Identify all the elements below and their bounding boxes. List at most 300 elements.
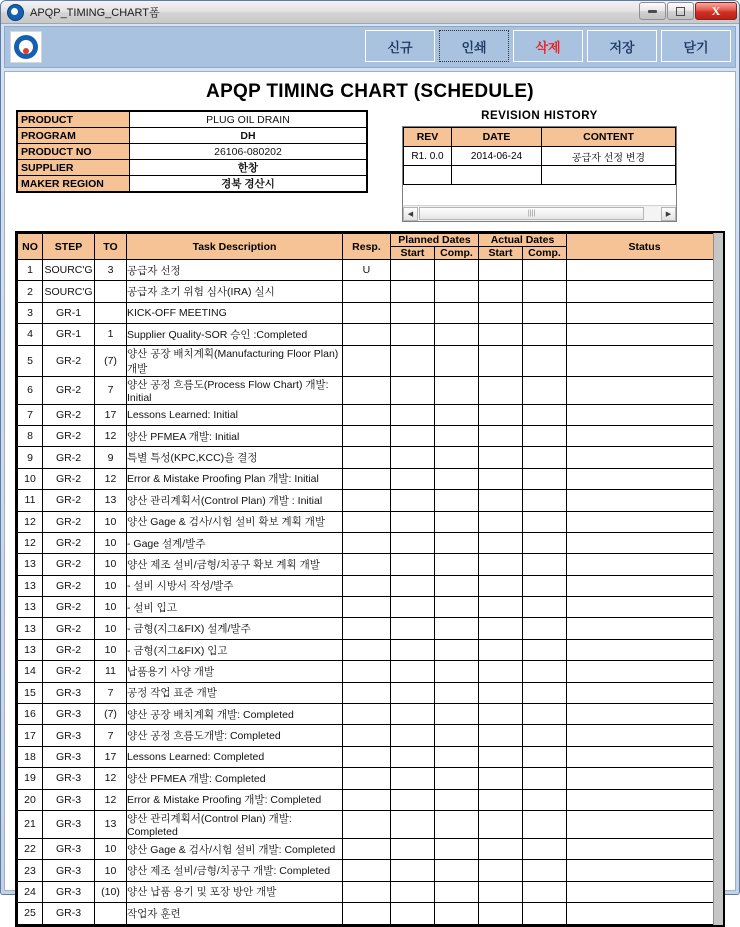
planned-comp-cell[interactable] — [434, 425, 478, 446]
planned-start-cell[interactable] — [390, 597, 434, 618]
actual-start-cell[interactable] — [478, 447, 522, 468]
task-description-cell[interactable]: Lessons Learned: Initial — [127, 404, 343, 425]
task-to-cell[interactable]: 11 — [95, 661, 127, 682]
task-no-cell[interactable]: 10 — [18, 468, 43, 489]
task-step-cell[interactable]: GR-2 — [43, 618, 95, 639]
planned-comp-cell[interactable] — [434, 789, 478, 810]
planned-start-cell[interactable] — [390, 789, 434, 810]
planned-comp-cell[interactable] — [434, 881, 478, 902]
actual-comp-cell[interactable] — [522, 597, 566, 618]
task-step-cell[interactable]: SOURC'G — [43, 281, 95, 302]
planned-comp-cell[interactable] — [434, 554, 478, 575]
task-description-cell[interactable]: 양산 공장 배치계획(Manufacturing Floor Plan) 개발 — [127, 345, 343, 376]
task-no-cell[interactable]: 12 — [18, 532, 43, 553]
task-resp-cell[interactable]: U — [342, 260, 390, 281]
planned-comp-cell[interactable] — [434, 682, 478, 703]
actual-comp-cell[interactable] — [522, 881, 566, 902]
delete-button[interactable]: 삭제 — [513, 30, 583, 62]
close-form-button[interactable]: 닫기 — [661, 30, 731, 62]
planned-comp-cell[interactable] — [434, 810, 478, 838]
task-no-cell[interactable]: 11 — [18, 490, 43, 511]
planned-comp-cell[interactable] — [434, 511, 478, 532]
actual-start-cell[interactable] — [478, 704, 522, 725]
task-description-cell[interactable]: 양산 공정 흐름도(Process Flow Chart) 개발: Initial — [127, 376, 343, 404]
actual-start-cell[interactable] — [478, 639, 522, 660]
actual-comp-cell[interactable] — [522, 704, 566, 725]
actual-comp-cell[interactable] — [522, 447, 566, 468]
planned-start-cell[interactable] — [390, 575, 434, 596]
supplier-value[interactable]: 한창 — [130, 160, 368, 176]
planned-comp-cell[interactable] — [434, 468, 478, 489]
actual-start-cell[interactable] — [478, 511, 522, 532]
scroll-left-arrow-icon[interactable]: ◀ — [403, 207, 418, 221]
planned-comp-cell[interactable] — [434, 618, 478, 639]
task-status-cell[interactable] — [567, 860, 723, 881]
task-no-cell[interactable]: 22 — [18, 838, 43, 859]
planned-comp-cell[interactable] — [434, 704, 478, 725]
planned-comp-cell[interactable] — [434, 447, 478, 468]
task-no-cell[interactable]: 13 — [18, 575, 43, 596]
planned-start-cell[interactable] — [390, 746, 434, 767]
task-step-cell[interactable]: GR-3 — [43, 810, 95, 838]
task-no-cell[interactable]: 19 — [18, 768, 43, 789]
actual-start-cell[interactable] — [478, 490, 522, 511]
task-description-cell[interactable]: 양산 Gage & 검사/시험 설비 개발: Completed — [127, 838, 343, 859]
planned-start-cell[interactable] — [390, 554, 434, 575]
table-row[interactable] — [18, 404, 723, 425]
task-resp-cell[interactable] — [342, 281, 390, 302]
actual-comp-cell[interactable] — [522, 639, 566, 660]
planned-start-cell[interactable] — [390, 490, 434, 511]
task-status-cell[interactable] — [567, 425, 723, 446]
task-description-cell[interactable]: - 금형(지그&FIX) 입고 — [127, 639, 343, 660]
task-resp-cell[interactable] — [342, 704, 390, 725]
task-to-cell[interactable]: 7 — [95, 725, 127, 746]
scrollbar-thumb[interactable]: |||| — [419, 207, 644, 220]
task-description-cell[interactable]: Supplier Quality-SOR 승인 :Completed — [127, 324, 343, 345]
task-status-cell[interactable] — [567, 881, 723, 902]
task-resp-cell[interactable] — [342, 376, 390, 404]
task-resp-cell[interactable] — [342, 468, 390, 489]
task-resp-cell[interactable] — [342, 838, 390, 859]
task-to-cell[interactable]: (10) — [95, 881, 127, 902]
task-status-cell[interactable] — [567, 810, 723, 838]
actual-comp-cell[interactable] — [522, 532, 566, 553]
task-description-cell[interactable]: 양산 공정 흐름도개발: Completed — [127, 725, 343, 746]
task-no-cell[interactable]: 20 — [18, 789, 43, 810]
task-step-cell[interactable]: GR-3 — [43, 838, 95, 859]
planned-start-cell[interactable] — [390, 447, 434, 468]
task-step-cell[interactable]: GR-2 — [43, 447, 95, 468]
actual-comp-cell[interactable] — [522, 682, 566, 703]
task-step-cell[interactable]: GR-1 — [43, 302, 95, 323]
task-resp-cell[interactable] — [342, 810, 390, 838]
table-row[interactable] — [18, 511, 723, 532]
planned-comp-cell[interactable] — [434, 903, 478, 924]
actual-start-cell[interactable] — [478, 575, 522, 596]
task-to-cell[interactable] — [95, 903, 127, 924]
task-description-cell[interactable]: KICK-OFF MEETING — [127, 302, 343, 323]
task-step-cell[interactable]: GR-2 — [43, 532, 95, 553]
task-to-cell[interactable]: 10 — [95, 597, 127, 618]
task-to-cell[interactable] — [95, 302, 127, 323]
task-resp-cell[interactable] — [342, 903, 390, 924]
task-description-cell[interactable]: - 금형(지그&FIX) 설계/발주 — [127, 618, 343, 639]
table-row[interactable] — [18, 447, 723, 468]
task-no-cell[interactable]: 25 — [18, 903, 43, 924]
task-to-cell[interactable]: 17 — [95, 404, 127, 425]
actual-comp-cell[interactable] — [522, 376, 566, 404]
actual-start-cell[interactable] — [478, 376, 522, 404]
planned-start-cell[interactable] — [390, 532, 434, 553]
task-description-cell[interactable]: 양산 제조 설비/금형/치공구 확보 계획 개발 — [127, 554, 343, 575]
task-description-cell[interactable]: 양산 관리계획서(Control Plan) 개발: Completed — [127, 810, 343, 838]
task-status-cell[interactable] — [567, 746, 723, 767]
actual-comp-cell[interactable] — [522, 903, 566, 924]
task-no-cell[interactable]: 3 — [18, 302, 43, 323]
planned-start-cell[interactable] — [390, 404, 434, 425]
maker-region-value[interactable]: 경북 경산시 — [130, 176, 368, 193]
task-status-cell[interactable] — [567, 597, 723, 618]
task-to-cell[interactable]: 10 — [95, 532, 127, 553]
table-row[interactable] — [404, 147, 676, 166]
product-value[interactable]: PLUG OIL DRAIN — [130, 111, 368, 128]
table-row[interactable] — [18, 532, 723, 553]
planned-start-cell[interactable] — [390, 682, 434, 703]
task-resp-cell[interactable] — [342, 511, 390, 532]
task-no-cell[interactable]: 16 — [18, 704, 43, 725]
task-status-cell[interactable] — [567, 404, 723, 425]
task-description-cell[interactable]: 양산 공장 배치계획 개발: Completed — [127, 704, 343, 725]
print-button[interactable]: 인쇄 — [439, 30, 509, 62]
task-status-cell[interactable] — [567, 260, 723, 281]
task-to-cell[interactable]: (7) — [95, 704, 127, 725]
actual-start-cell[interactable] — [478, 425, 522, 446]
task-no-cell[interactable]: 13 — [18, 639, 43, 660]
planned-start-cell[interactable] — [390, 838, 434, 859]
task-status-cell[interactable] — [567, 789, 723, 810]
actual-comp-cell[interactable] — [522, 810, 566, 838]
actual-start-cell[interactable] — [478, 468, 522, 489]
table-row[interactable] — [18, 324, 723, 345]
task-description-cell[interactable]: Error & Mistake Proofing 개발: Completed — [127, 789, 343, 810]
actual-start-cell[interactable] — [478, 302, 522, 323]
content-cell[interactable]: 공급자 선정 변경 — [542, 147, 676, 166]
task-description-cell[interactable]: 납품용기 사양 개발 — [127, 661, 343, 682]
table-row[interactable] — [404, 166, 676, 185]
task-description-cell[interactable]: - Gage 설계/발주 — [127, 532, 343, 553]
task-status-cell[interactable] — [567, 575, 723, 596]
task-to-cell[interactable] — [95, 281, 127, 302]
task-status-cell[interactable] — [567, 324, 723, 345]
table-row[interactable] — [18, 746, 723, 767]
planned-start-cell[interactable] — [390, 860, 434, 881]
task-step-cell[interactable]: GR-2 — [43, 639, 95, 660]
task-status-cell[interactable] — [567, 281, 723, 302]
scrollbar-track[interactable] — [418, 207, 661, 221]
planned-comp-cell[interactable] — [434, 725, 478, 746]
planned-start-cell[interactable] — [390, 511, 434, 532]
task-step-cell[interactable]: GR-2 — [43, 376, 95, 404]
task-to-cell[interactable]: 10 — [95, 639, 127, 660]
task-no-cell[interactable]: 1 — [18, 260, 43, 281]
actual-comp-cell[interactable] — [522, 281, 566, 302]
program-value[interactable]: DH — [130, 128, 368, 144]
actual-comp-cell[interactable] — [522, 511, 566, 532]
actual-start-cell[interactable] — [478, 682, 522, 703]
planned-comp-cell[interactable] — [434, 639, 478, 660]
task-no-cell[interactable]: 23 — [18, 860, 43, 881]
task-no-cell[interactable]: 13 — [18, 554, 43, 575]
task-to-cell[interactable]: 1 — [95, 324, 127, 345]
task-step-cell[interactable]: GR-3 — [43, 768, 95, 789]
task-step-cell[interactable]: GR-2 — [43, 511, 95, 532]
table-row[interactable] — [18, 903, 723, 924]
task-description-cell[interactable]: 양산 납품 용기 및 포장 방안 개발 — [127, 881, 343, 902]
task-to-cell[interactable]: (7) — [95, 345, 127, 376]
actual-start-cell[interactable] — [478, 860, 522, 881]
planned-start-cell[interactable] — [390, 324, 434, 345]
task-no-cell[interactable]: 15 — [18, 682, 43, 703]
task-step-cell[interactable]: GR-3 — [43, 704, 95, 725]
task-resp-cell[interactable] — [342, 345, 390, 376]
task-status-cell[interactable] — [567, 682, 723, 703]
task-description-cell[interactable]: - 설비 입고 — [127, 597, 343, 618]
task-description-cell[interactable]: - 설비 시방서 작성/발주 — [127, 575, 343, 596]
task-no-cell[interactable]: 5 — [18, 345, 43, 376]
actual-start-cell[interactable] — [478, 903, 522, 924]
task-status-cell[interactable] — [567, 639, 723, 660]
task-to-cell[interactable]: 12 — [95, 768, 127, 789]
task-resp-cell[interactable] — [342, 554, 390, 575]
task-description-cell[interactable]: 특별 특성(KPC,KCC)을 결정 — [127, 447, 343, 468]
task-step-cell[interactable]: GR-2 — [43, 575, 95, 596]
task-to-cell[interactable]: 10 — [95, 618, 127, 639]
task-status-cell[interactable] — [567, 838, 723, 859]
actual-comp-cell[interactable] — [522, 860, 566, 881]
actual-comp-cell[interactable] — [522, 661, 566, 682]
actual-start-cell[interactable] — [478, 810, 522, 838]
planned-start-cell[interactable] — [390, 468, 434, 489]
planned-comp-cell[interactable] — [434, 746, 478, 767]
maximize-button[interactable] — [667, 2, 694, 20]
table-row[interactable] — [18, 860, 723, 881]
actual-comp-cell[interactable] — [522, 838, 566, 859]
actual-comp-cell[interactable] — [522, 725, 566, 746]
actual-comp-cell[interactable] — [522, 345, 566, 376]
actual-start-cell[interactable] — [478, 260, 522, 281]
actual-comp-cell[interactable] — [522, 425, 566, 446]
task-resp-cell[interactable] — [342, 490, 390, 511]
actual-start-cell[interactable] — [478, 768, 522, 789]
planned-comp-cell[interactable] — [434, 324, 478, 345]
task-resp-cell[interactable] — [342, 661, 390, 682]
task-description-cell[interactable]: 작업자 훈련 — [127, 903, 343, 924]
planned-comp-cell[interactable] — [434, 597, 478, 618]
content-cell[interactable] — [542, 166, 676, 185]
task-step-cell[interactable]: GR-3 — [43, 682, 95, 703]
actual-comp-cell[interactable] — [522, 490, 566, 511]
planned-start-cell[interactable] — [390, 725, 434, 746]
task-resp-cell[interactable] — [342, 425, 390, 446]
close-window-button[interactable] — [695, 2, 737, 20]
task-step-cell[interactable]: GR-2 — [43, 404, 95, 425]
task-step-cell[interactable]: GR-2 — [43, 597, 95, 618]
task-status-cell[interactable] — [567, 768, 723, 789]
actual-comp-cell[interactable] — [522, 324, 566, 345]
planned-start-cell[interactable] — [390, 376, 434, 404]
task-resp-cell[interactable] — [342, 682, 390, 703]
planned-start-cell[interactable] — [390, 639, 434, 660]
rev-cell[interactable]: R1. 0.0 — [404, 147, 452, 166]
task-no-cell[interactable]: 21 — [18, 810, 43, 838]
new-button[interactable]: 신규 — [365, 30, 435, 62]
task-grid-vertical-scrollbar[interactable] — [713, 233, 723, 925]
actual-comp-cell[interactable] — [522, 789, 566, 810]
planned-comp-cell[interactable] — [434, 661, 478, 682]
task-step-cell[interactable]: GR-2 — [43, 554, 95, 575]
task-description-cell[interactable]: 양산 PFMEA 개발: Initial — [127, 425, 343, 446]
planned-comp-cell[interactable] — [434, 490, 478, 511]
planned-comp-cell[interactable] — [434, 532, 478, 553]
table-row[interactable] — [18, 661, 723, 682]
planned-start-cell[interactable] — [390, 618, 434, 639]
actual-start-cell[interactable] — [478, 345, 522, 376]
task-step-cell[interactable]: GR-2 — [43, 468, 95, 489]
task-status-cell[interactable] — [567, 618, 723, 639]
scroll-right-arrow-icon[interactable]: ▶ — [661, 207, 676, 221]
task-description-cell[interactable]: 공급자 선정 — [127, 260, 343, 281]
actual-start-cell[interactable] — [478, 661, 522, 682]
actual-comp-cell[interactable] — [522, 554, 566, 575]
task-no-cell[interactable]: 9 — [18, 447, 43, 468]
task-no-cell[interactable]: 8 — [18, 425, 43, 446]
planned-comp-cell[interactable] — [434, 838, 478, 859]
actual-start-cell[interactable] — [478, 324, 522, 345]
actual-start-cell[interactable] — [478, 789, 522, 810]
task-step-cell[interactable]: GR-2 — [43, 425, 95, 446]
task-no-cell[interactable]: 13 — [18, 618, 43, 639]
task-no-cell[interactable]: 24 — [18, 881, 43, 902]
table-row[interactable] — [18, 554, 723, 575]
table-row[interactable] — [18, 575, 723, 596]
actual-start-cell[interactable] — [478, 881, 522, 902]
table-row[interactable] — [18, 810, 723, 838]
task-resp-cell[interactable] — [342, 302, 390, 323]
task-no-cell[interactable]: 2 — [18, 281, 43, 302]
actual-comp-cell[interactable] — [522, 618, 566, 639]
task-status-cell[interactable] — [567, 725, 723, 746]
task-resp-cell[interactable] — [342, 575, 390, 596]
task-status-cell[interactable] — [567, 490, 723, 511]
table-row[interactable] — [18, 789, 723, 810]
task-no-cell[interactable]: 6 — [18, 376, 43, 404]
task-step-cell[interactable]: GR-3 — [43, 881, 95, 902]
table-row[interactable] — [18, 881, 723, 902]
actual-comp-cell[interactable] — [522, 768, 566, 789]
planned-start-cell[interactable] — [390, 345, 434, 376]
planned-start-cell[interactable] — [390, 704, 434, 725]
table-row[interactable] — [18, 725, 723, 746]
table-row[interactable] — [18, 302, 723, 323]
actual-start-cell[interactable] — [478, 746, 522, 767]
task-to-cell[interactable]: 10 — [95, 511, 127, 532]
task-status-cell[interactable] — [567, 704, 723, 725]
task-resp-cell[interactable] — [342, 324, 390, 345]
actual-start-cell[interactable] — [478, 281, 522, 302]
task-resp-cell[interactable] — [342, 789, 390, 810]
task-description-cell[interactable]: 양산 PFMEA 개발: Completed — [127, 768, 343, 789]
actual-comp-cell[interactable] — [522, 302, 566, 323]
planned-comp-cell[interactable] — [434, 302, 478, 323]
actual-start-cell[interactable] — [478, 404, 522, 425]
task-status-cell[interactable] — [567, 532, 723, 553]
table-row[interactable] — [18, 682, 723, 703]
task-status-cell[interactable] — [567, 554, 723, 575]
task-resp-cell[interactable] — [342, 768, 390, 789]
task-description-cell[interactable]: 공급자 초기 위험 심사(IRA) 실시 — [127, 281, 343, 302]
planned-comp-cell[interactable] — [434, 376, 478, 404]
planned-start-cell[interactable] — [390, 302, 434, 323]
planned-start-cell[interactable] — [390, 260, 434, 281]
actual-start-cell[interactable] — [478, 838, 522, 859]
task-step-cell[interactable]: GR-3 — [43, 860, 95, 881]
task-step-cell[interactable]: GR-1 — [43, 324, 95, 345]
planned-comp-cell[interactable] — [434, 404, 478, 425]
task-status-cell[interactable] — [567, 468, 723, 489]
task-step-cell[interactable]: GR-3 — [43, 725, 95, 746]
task-to-cell[interactable]: 12 — [95, 468, 127, 489]
actual-start-cell[interactable] — [478, 554, 522, 575]
task-resp-cell[interactable] — [342, 746, 390, 767]
task-status-cell[interactable] — [567, 345, 723, 376]
actual-start-cell[interactable] — [478, 725, 522, 746]
task-to-cell[interactable]: 10 — [95, 838, 127, 859]
planned-comp-cell[interactable] — [434, 345, 478, 376]
task-to-cell[interactable]: 10 — [95, 860, 127, 881]
table-row[interactable] — [18, 838, 723, 859]
planned-start-cell[interactable] — [390, 425, 434, 446]
task-status-cell[interactable] — [567, 376, 723, 404]
task-step-cell[interactable]: SOURC'G — [43, 260, 95, 281]
actual-comp-cell[interactable] — [522, 575, 566, 596]
table-row[interactable] — [18, 704, 723, 725]
table-row[interactable] — [18, 639, 723, 660]
rev-cell[interactable] — [404, 166, 452, 185]
task-to-cell[interactable]: 10 — [95, 554, 127, 575]
task-resp-cell[interactable] — [342, 881, 390, 902]
planned-comp-cell[interactable] — [434, 260, 478, 281]
task-step-cell[interactable]: GR-3 — [43, 903, 95, 924]
task-status-cell[interactable] — [567, 661, 723, 682]
table-row[interactable] — [18, 490, 723, 511]
task-to-cell[interactable]: 13 — [95, 810, 127, 838]
task-step-cell[interactable]: GR-2 — [43, 661, 95, 682]
task-status-cell[interactable] — [567, 302, 723, 323]
minimize-button[interactable] — [639, 2, 666, 20]
revision-horizontal-scrollbar[interactable] — [403, 205, 676, 221]
task-to-cell[interactable]: 10 — [95, 575, 127, 596]
task-step-cell[interactable]: GR-3 — [43, 746, 95, 767]
task-resp-cell[interactable] — [342, 597, 390, 618]
actual-comp-cell[interactable] — [522, 260, 566, 281]
actual-comp-cell[interactable] — [522, 468, 566, 489]
task-description-cell[interactable]: Lessons Learned: Completed — [127, 746, 343, 767]
task-description-cell[interactable]: Error & Mistake Proofing Plan 개발: Initial — [127, 468, 343, 489]
task-description-cell[interactable]: 공정 작업 표준 개발 — [127, 682, 343, 703]
task-resp-cell[interactable] — [342, 639, 390, 660]
task-no-cell[interactable]: 18 — [18, 746, 43, 767]
